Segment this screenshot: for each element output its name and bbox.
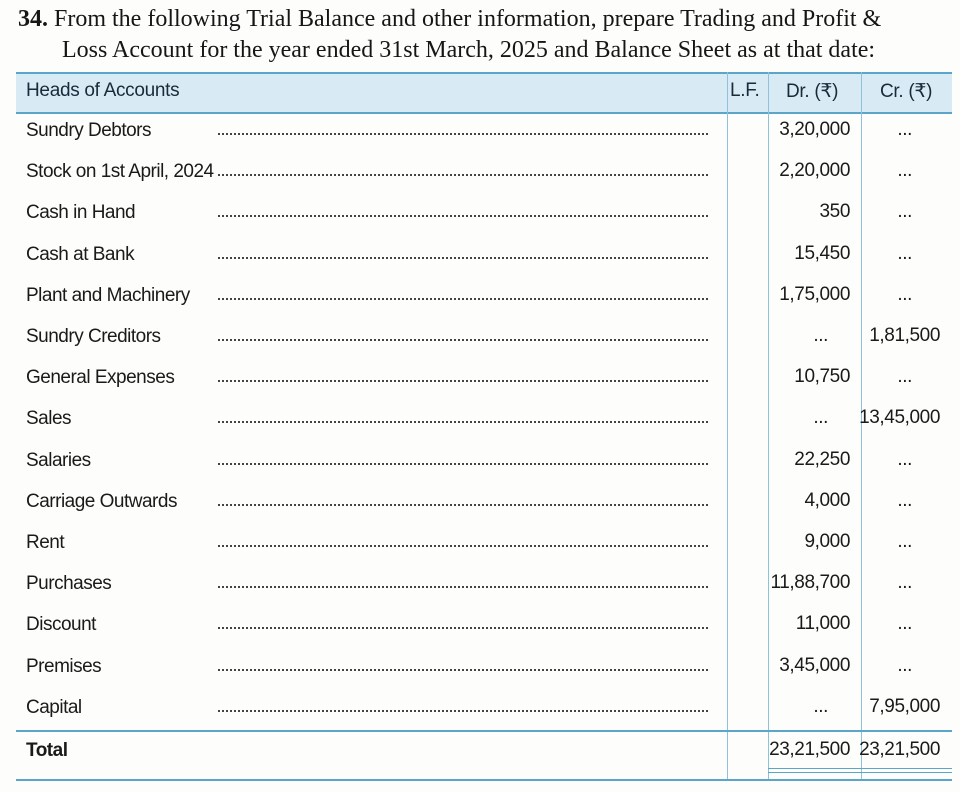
total-label: Total — [26, 740, 68, 761]
cr-amount: ... — [897, 201, 912, 223]
account-head: Discount — [26, 614, 96, 636]
dr-amount: 3,20,000 — [779, 119, 850, 140]
table-row — [16, 112, 952, 153]
dotted-leader — [218, 586, 708, 588]
cr-amount: 13,45,000 — [859, 407, 940, 429]
header-cr: Cr. (₹) — [880, 81, 933, 102]
table-row — [16, 565, 952, 606]
dotted-leader — [218, 504, 708, 506]
table-bottom-rule — [16, 779, 952, 781]
account-head: Stock on 1st April, 2024 — [26, 161, 214, 183]
dotted-leader — [218, 627, 708, 629]
account-head: Cash at Bank — [26, 243, 135, 265]
dr-amount: 22,250 — [794, 448, 850, 470]
total-top-rule — [16, 730, 952, 732]
question-line-2: Loss Account for the year ended 31st March, 2025 and Balance Sheet as at that date: — [62, 37, 876, 63]
account-head: Rent — [26, 532, 65, 553]
account-head: Capital — [26, 696, 82, 718]
cr-amount: ... — [897, 160, 912, 182]
table-row — [16, 153, 952, 194]
table-row — [16, 689, 952, 730]
dotted-leader — [218, 215, 708, 217]
table-row — [16, 236, 952, 277]
total-cr: 23,21,500 — [859, 739, 940, 760]
table-row — [16, 483, 952, 524]
dotted-leader — [218, 421, 708, 423]
trial-balance-table — [16, 72, 952, 784]
table-row — [16, 318, 952, 359]
account-head: Sundry Creditors — [26, 326, 161, 347]
dr-amount: 9,000 — [804, 531, 850, 552]
cr-amount: ... — [897, 572, 912, 594]
dr-amount: ... — [813, 407, 828, 429]
dr-amount: ... — [813, 325, 828, 346]
account-head: Plant and Machinery — [26, 284, 190, 306]
table-row — [16, 648, 952, 689]
dotted-leader — [218, 257, 708, 259]
table-row — [16, 606, 952, 647]
dr-amount: 1,75,000 — [779, 283, 850, 305]
dotted-leader — [218, 545, 708, 547]
dr-amount: 15,450 — [794, 242, 850, 264]
dotted-leader — [218, 174, 708, 176]
account-head: Carriage Outwards — [26, 490, 177, 512]
cr-amount: ... — [897, 613, 912, 635]
dotted-leader — [218, 669, 708, 671]
header-heads-of-accounts: Heads of Accounts — [26, 80, 180, 101]
header-lf: L.F. — [730, 80, 760, 101]
table-header — [16, 72, 952, 114]
cr-amount: 1,81,500 — [869, 325, 940, 346]
total-double-rule-1 — [768, 768, 952, 769]
cr-amount: ... — [897, 489, 912, 511]
account-head: Sundry Debtors — [26, 120, 152, 141]
dr-amount: 4,000 — [804, 489, 850, 511]
cr-amount: ... — [897, 119, 912, 140]
table-row — [16, 194, 952, 235]
table-row — [16, 359, 952, 400]
dr-amount: ... — [813, 695, 828, 717]
dr-amount: 3,45,000 — [779, 654, 850, 676]
header-dr: Dr. (₹) — [786, 81, 839, 102]
account-head: Purchases — [26, 573, 112, 595]
question-number: 34. — [18, 6, 48, 32]
dotted-leader — [218, 339, 708, 341]
account-head: Sales — [26, 408, 72, 430]
account-head: Salaries — [26, 449, 91, 471]
dotted-leader — [218, 298, 708, 300]
dotted-leader — [218, 463, 708, 465]
table-row — [16, 400, 952, 441]
dr-amount: 350 — [819, 201, 850, 223]
question-text — [18, 4, 954, 66]
dotted-leader — [218, 380, 708, 382]
cr-amount: ... — [897, 242, 912, 264]
dr-amount: 10,750 — [794, 366, 850, 388]
cr-amount: ... — [897, 531, 912, 552]
cr-amount: ... — [897, 448, 912, 470]
dr-amount: 11,000 — [795, 613, 850, 635]
account-head: Cash in Hand — [26, 202, 136, 224]
table-row — [16, 524, 952, 565]
table-row — [16, 442, 952, 483]
dotted-leader — [218, 133, 708, 135]
cr-amount: ... — [897, 654, 912, 676]
total-dr: 23,21,500 — [769, 739, 850, 760]
total-row — [16, 732, 952, 773]
total-double-rule-2 — [768, 772, 952, 773]
cr-amount: 7,95,000 — [869, 695, 940, 717]
account-head: Premises — [26, 655, 102, 677]
account-head: General Expenses — [26, 367, 175, 389]
dr-amount: 2,20,000 — [779, 160, 850, 182]
table-row — [16, 277, 952, 318]
cr-amount: ... — [897, 283, 912, 305]
cr-amount: ... — [897, 366, 912, 388]
dr-amount: 11,88,700 — [770, 572, 850, 594]
question-line-1: From the following Trial Balance and other information, prepare Trading and Profit & — [54, 6, 882, 32]
dotted-leader — [218, 710, 708, 712]
